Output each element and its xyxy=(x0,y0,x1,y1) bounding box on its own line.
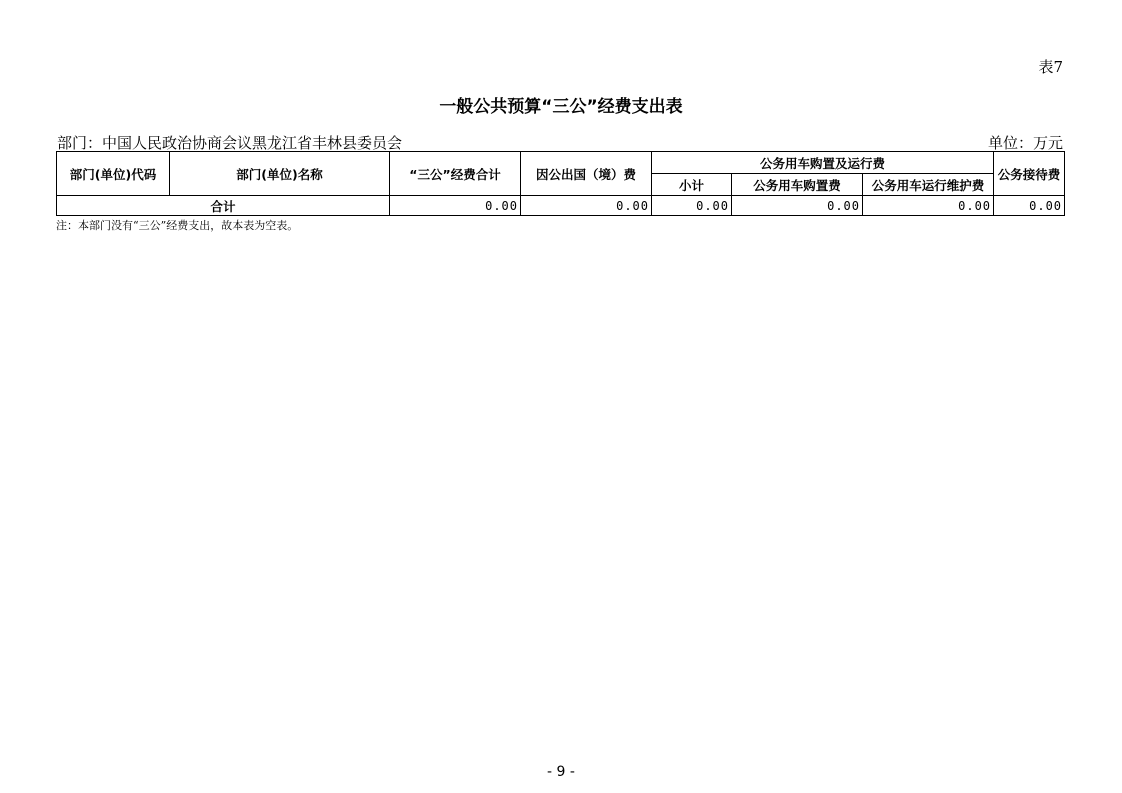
header-vehicle-subtotal: 小计 xyxy=(652,174,732,196)
table-number: 表7 xyxy=(1038,58,1063,76)
header-reception: 公务接待费 xyxy=(994,152,1065,196)
total-vehicle-purchase: 0.00 xyxy=(732,196,863,216)
header-vehicle-purchase: 公务用车购置费 xyxy=(732,174,863,196)
header-dept-name: 部门(单位)名称 xyxy=(170,152,390,196)
header-vehicle-group: 公务用车购置及运行费 xyxy=(652,152,994,174)
total-vehicle-operation: 0.00 xyxy=(863,196,994,216)
table-note: 注：本部门没有“三公”经费支出，故本表为空表。 xyxy=(56,219,299,232)
header-dept-code: 部门(单位)代码 xyxy=(57,152,170,196)
header-vehicle-operation: 公务用车运行维护费 xyxy=(863,174,994,196)
unit-label: 单位：万元 xyxy=(987,134,1063,152)
page-number: - 9 - xyxy=(547,764,575,780)
total-vehicle-subtotal: 0.00 xyxy=(652,196,732,216)
department-label: 部门：中国人民政治协商会议黑龙江省丰林县委员会 xyxy=(57,134,403,152)
total-sangong: 0.00 xyxy=(390,196,521,216)
expenditure-table xyxy=(56,151,1065,216)
header-row-1 xyxy=(57,152,1065,174)
total-reception: 0.00 xyxy=(994,196,1065,216)
total-label: 合计 xyxy=(57,196,390,216)
page-title: 一般公共预算“三公”经费支出表 xyxy=(439,97,683,117)
header-sangong-total: “三公”经费合计 xyxy=(390,152,521,196)
total-row xyxy=(57,196,1065,216)
total-overseas: 0.00 xyxy=(521,196,652,216)
header-overseas: 因公出国（境）费 xyxy=(521,152,652,196)
